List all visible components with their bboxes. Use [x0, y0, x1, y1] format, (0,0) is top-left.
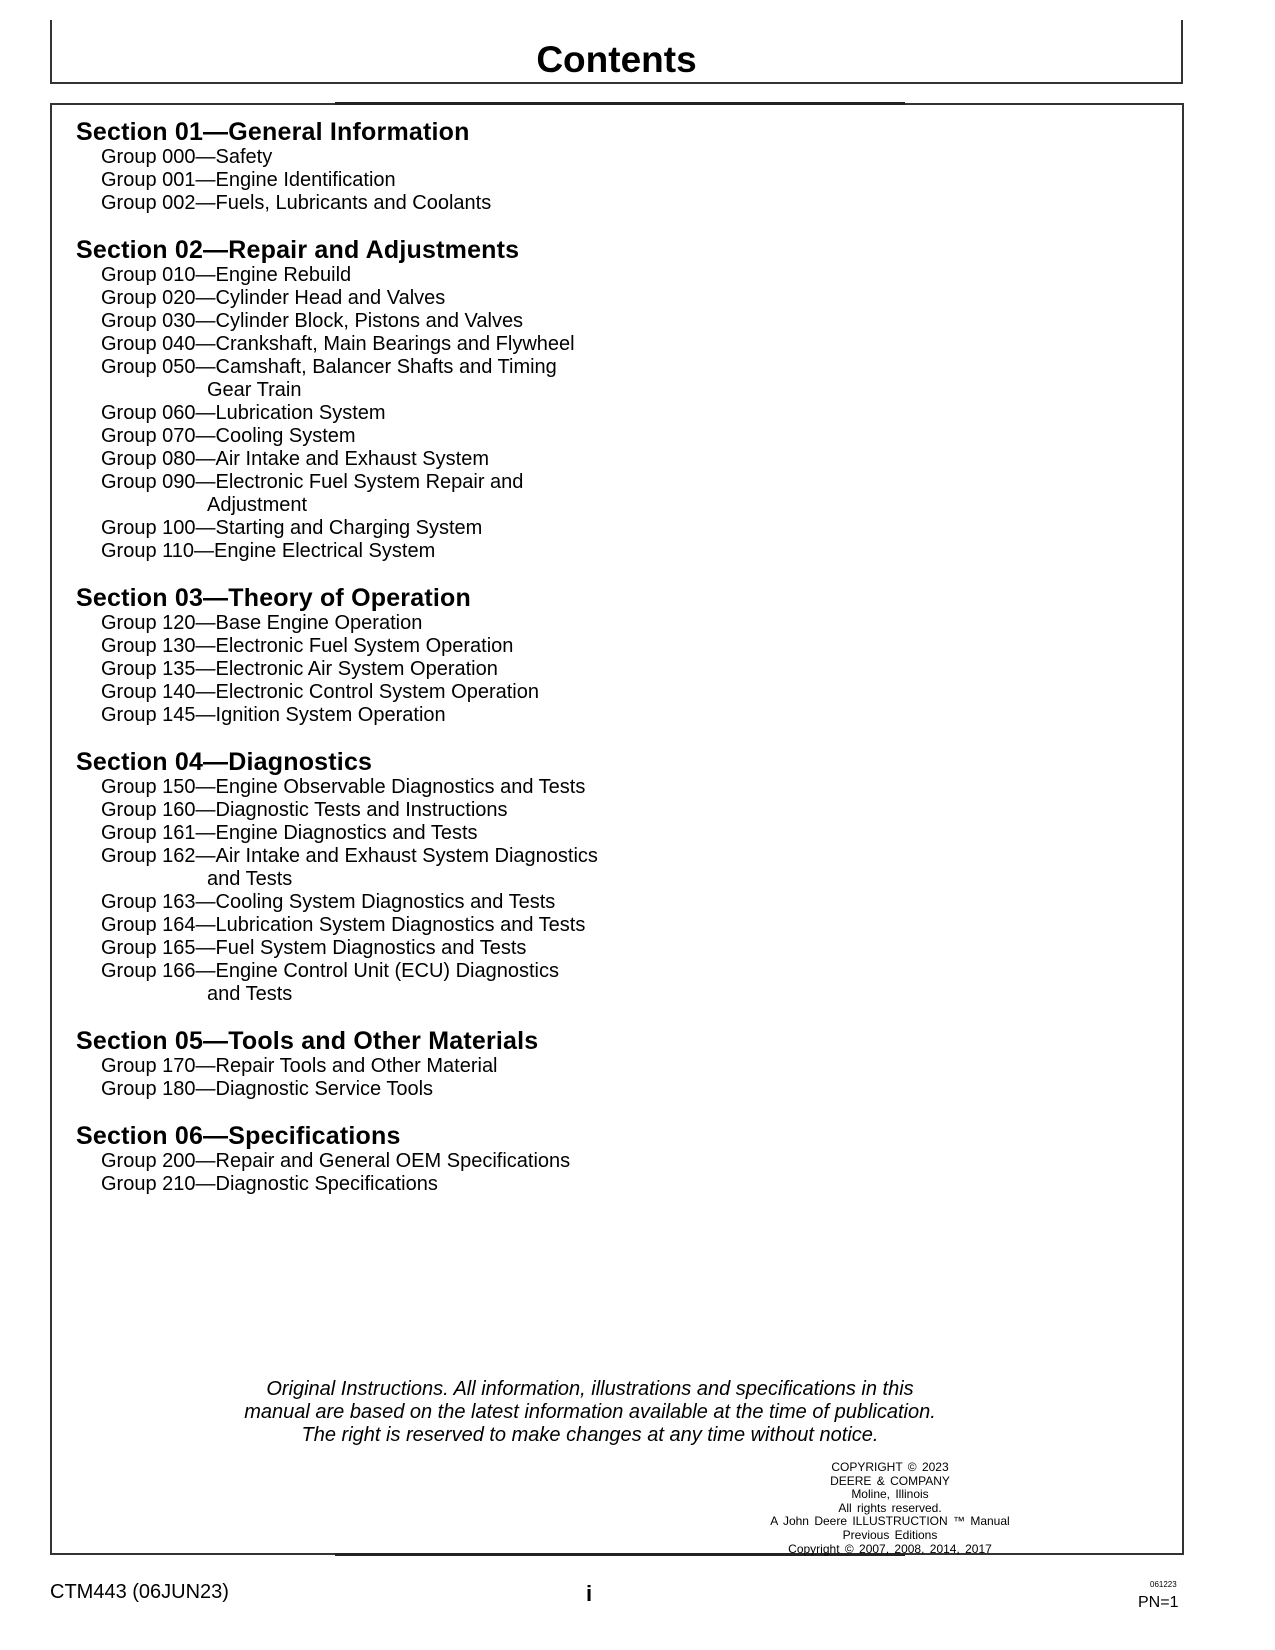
group-entry[interactable] — [76, 635, 776, 658]
notice-line: The right is reserved to make changes at any time without notice. — [301, 1424, 879, 1446]
copyright-line: COPYRIGHT © 2023 — [831, 1460, 949, 1474]
group-title: Group 090—Electronic Fuel System Repair and — [101, 471, 524, 493]
toc-section — [76, 118, 776, 215]
copyright-line: Previous Editions — [842, 1527, 938, 1542]
group-title-continuation: and Tests — [207, 868, 293, 890]
group-title: Group 180—Diagnostic Service Tools — [101, 1078, 434, 1100]
group-entry[interactable] — [76, 425, 776, 448]
group-title: Group 200—Repair and General OEM Specifications — [101, 1150, 571, 1172]
group-entry[interactable] — [76, 146, 776, 169]
group-title: Group 150—Engine Observable Diagnostics and Tests — [101, 776, 586, 798]
group-entry[interactable] — [76, 264, 776, 287]
group-entry[interactable] — [76, 310, 776, 333]
copyright-line: A John Deere ILLUSTRUCTION ™ Manual — [770, 1514, 1010, 1529]
group-entry[interactable] — [76, 517, 776, 540]
copyright-block — [740, 1461, 1040, 1556]
group-title: Group 162—Air Intake and Exhaust System Diagnostics — [101, 845, 598, 867]
group-entry[interactable] — [76, 681, 776, 704]
group-title: Group 020—Cylinder Head and Valves — [101, 287, 446, 309]
group-entry[interactable] — [76, 960, 776, 1006]
page-number: i — [586, 1581, 593, 1606]
group-title: Group 140—Electronic Control System Operation — [101, 681, 539, 703]
group-title: Group 002—Fuels, Lubricants and Coolants — [101, 192, 492, 214]
group-title: Group 164—Lubrication System Diagnostics and Tests — [101, 914, 586, 936]
group-title: Group 163—Cooling System Diagnostics and Tests — [101, 891, 556, 913]
group-title: Group 110—Engine Electrical System — [101, 540, 436, 562]
toc-section — [76, 748, 776, 1006]
group-entry[interactable] — [76, 658, 776, 681]
group-title: Group 030—Cylinder Block, Pistons and Valves — [101, 310, 524, 332]
footer-code: 061223 — [1150, 1580, 1177, 1589]
group-title: Group 165—Fuel System Diagnostics and Tests — [101, 937, 527, 959]
group-entry[interactable] — [76, 540, 776, 563]
copyright-line: Moline, Illinois — [851, 1487, 929, 1502]
section-title[interactable]: Section 04—Diagnostics — [76, 748, 373, 776]
group-title: Group 161—Engine Diagnostics and Tests — [101, 822, 478, 844]
group-entry[interactable] — [76, 776, 776, 799]
group-title: Group 080—Air Intake and Exhaust System — [101, 448, 489, 470]
page-title: Contents — [536, 39, 697, 80]
group-title: Group 070—Cooling System — [101, 425, 356, 447]
group-title-continuation: and Tests — [207, 983, 293, 1005]
group-title: Group 001—Engine Identification — [101, 169, 396, 191]
group-entry[interactable] — [76, 704, 776, 727]
footer-pn: PN=1 — [1138, 1594, 1179, 1611]
toc-section — [76, 1122, 776, 1196]
group-entry[interactable] — [76, 937, 776, 960]
group-entry[interactable] — [76, 822, 776, 845]
group-title: Group 050—Camshaft, Balancer Shafts and Timing — [101, 356, 557, 378]
group-title-continuation: Gear Train — [207, 379, 302, 401]
top-accent-rule — [335, 102, 905, 105]
notice-line: Original Instructions. All information, illustrations and specifications in this — [266, 1378, 914, 1400]
notice-line: manual are based on the latest information available at the time of publication. — [244, 1401, 936, 1423]
copyright-line: DEERE & COMPANY — [830, 1473, 950, 1488]
section-title[interactable]: Section 03—Theory of Operation — [76, 584, 471, 612]
copyright-line: Copyright © 2007, 2008, 2014, 2017 — [788, 1541, 992, 1556]
group-entry[interactable] — [76, 448, 776, 471]
group-title: Group 145—Ignition System Operation — [101, 704, 446, 726]
title-box — [50, 20, 1183, 84]
group-entry[interactable] — [76, 1150, 776, 1173]
group-entry[interactable] — [76, 287, 776, 310]
group-title: Group 100—Starting and Charging System — [101, 517, 483, 539]
group-title: Group 166—Engine Control Unit (ECU) Diagnostics — [101, 960, 559, 982]
doc-id: CTM443 (06JUN23) — [50, 1581, 229, 1603]
table-of-contents — [76, 118, 776, 1217]
section-title[interactable]: Section 05—Tools and Other Materials — [76, 1027, 539, 1055]
group-title: Group 210—Diagnostic Specifications — [101, 1173, 438, 1195]
group-title: Group 135—Electronic Air System Operation — [101, 658, 498, 680]
toc-section — [76, 1027, 776, 1101]
group-entry[interactable] — [76, 169, 776, 192]
group-entry[interactable] — [76, 1173, 776, 1196]
section-title[interactable]: Section 06—Specifications — [76, 1122, 401, 1150]
copyright-line: All rights reserved. — [838, 1500, 942, 1515]
group-entry[interactable] — [76, 799, 776, 822]
group-title: Group 000—Safety — [101, 146, 273, 168]
group-title-continuation: Adjustment — [207, 494, 308, 516]
group-entry[interactable] — [76, 402, 776, 425]
group-entry[interactable] — [76, 612, 776, 635]
toc-section — [76, 584, 776, 727]
group-title: Group 170—Repair Tools and Other Material — [101, 1055, 498, 1077]
group-title: Group 060—Lubrication System — [101, 402, 386, 424]
group-title: Group 120—Base Engine Operation — [101, 612, 423, 634]
notice-text — [180, 1378, 1000, 1447]
group-title: Group 010—Engine Rebuild — [101, 264, 352, 286]
group-title: Group 040—Crankshaft, Main Bearings and Flywheel — [101, 333, 575, 355]
group-entry[interactable] — [76, 845, 776, 891]
section-title[interactable]: Section 01—General Information — [76, 118, 470, 146]
group-entry[interactable] — [76, 891, 776, 914]
group-entry[interactable] — [76, 192, 776, 215]
group-entry[interactable] — [76, 914, 776, 937]
group-entry[interactable] — [76, 333, 776, 356]
group-title: Group 160—Diagnostic Tests and Instructions — [101, 799, 508, 821]
toc-section — [76, 236, 776, 563]
group-entry[interactable] — [76, 1055, 776, 1078]
section-title[interactable]: Section 02—Repair and Adjustments — [76, 236, 520, 264]
group-entry[interactable] — [76, 356, 776, 402]
group-entry[interactable] — [76, 471, 776, 517]
group-title: Group 130—Electronic Fuel System Operation — [101, 635, 514, 657]
group-entry[interactable] — [76, 1078, 776, 1101]
